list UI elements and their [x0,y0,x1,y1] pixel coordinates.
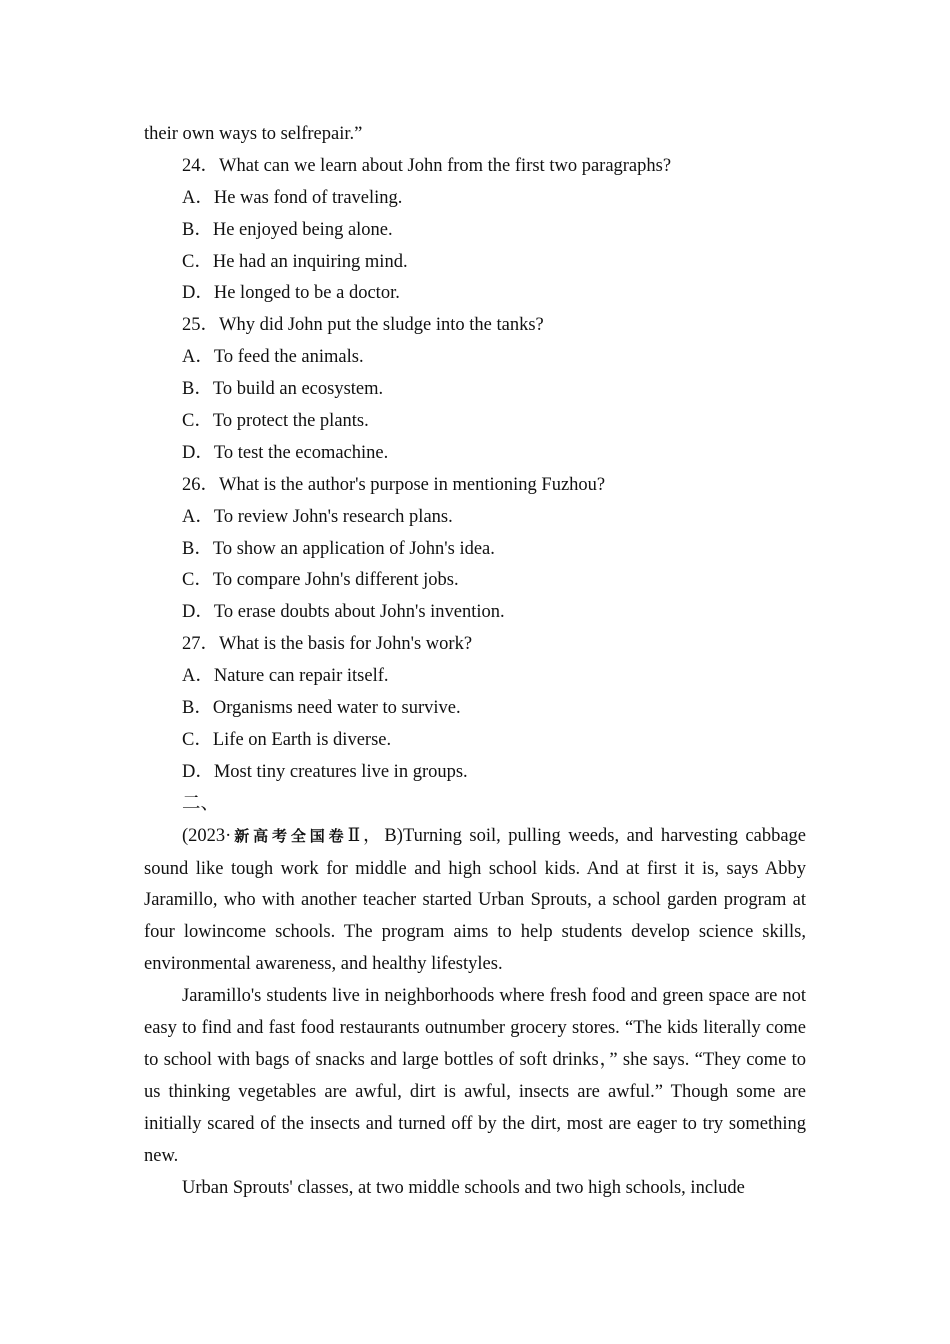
question-26-option-d: D．To erase doubts about John's invention. [182,602,505,623]
passage-paragraph-2: Jaramillo's students live in neighborhoods where fresh food and green space are not easy to find and fast food restaurants outnumber grocery stores. “The kids literally come to school with bags of snacks and large bottles of soft drinks，” she says. “They come to us thinking vegetables are awful, dirt is awful, insects are awful.” Though some are initially scared of the insects and turned off by the dirt, most are eager to try something new. [144,986,806,1166]
document-page [144,119,806,1204]
passage-paragraph-3: Urban Sprouts' classes, at two middle schools and two high schools, include [182,1177,745,1198]
lead-line: their own ways to selfrepair.” [144,124,363,144]
question-24-option-b: B．He enjoyed being alone. [182,219,393,240]
source-name: 新高考全国卷 [231,828,348,845]
question-24-option-a: A．He was fond of traveling. [182,187,403,208]
question-25-option-a: A．To feed the animals. [182,347,364,368]
question-27-stem: 27．What is the basis for John's work? [182,634,473,655]
question-27-option-a: A．Nature can repair itself. [182,666,389,687]
question-26-stem: 26．What is the author's purpose in mentioning Fuzhou? [182,474,606,495]
question-25-option-d: D．To test the ecomachine. [182,442,389,463]
question-25-option-c: C．To protect the plants. [182,411,369,432]
question-26-option-c: C．To compare John's different jobs. [182,570,459,591]
question-27-option-c: C．Life on Earth is diverse. [182,729,392,750]
passage-paragraph-1 [144,821,806,982]
question-26-option-a: A．To review John's research plans. [182,506,453,527]
section-heading: 二、 [182,793,220,814]
paragraph-1-text: Turning soil, pulling weeds, and harvesting cabbage sound like tough work for middle and high school kids. And at first it is, says Abby Jaramillo, who with another teacher started Urban Sprouts, a school garden program at four lowincome schools. The program aims to help students develop science skills, environmental awareness, and healthy lifestyles. [144,825,806,975]
question-26-option-b: B．To show an application of John's idea. [182,538,495,559]
question-25-stem: 25．Why did John put the sludge into the tanks? [182,315,544,336]
question-24-option-d: D．He longed to be a doctor. [182,283,400,304]
question-24-stem: 24．What can we learn about John from the first two paragraphs? [182,155,672,176]
source-suffix: Ⅱ，B) [347,825,403,846]
source-prefix: (2023· [182,825,232,846]
question-27-option-d: D．Most tiny creatures live in groups. [182,761,468,782]
question-25-option-b: B．To build an ecosystem. [182,379,384,400]
question-24-option-c: C．He had an inquiring mind. [182,251,408,272]
question-27-option-b: B．Organisms need water to survive. [182,698,461,719]
